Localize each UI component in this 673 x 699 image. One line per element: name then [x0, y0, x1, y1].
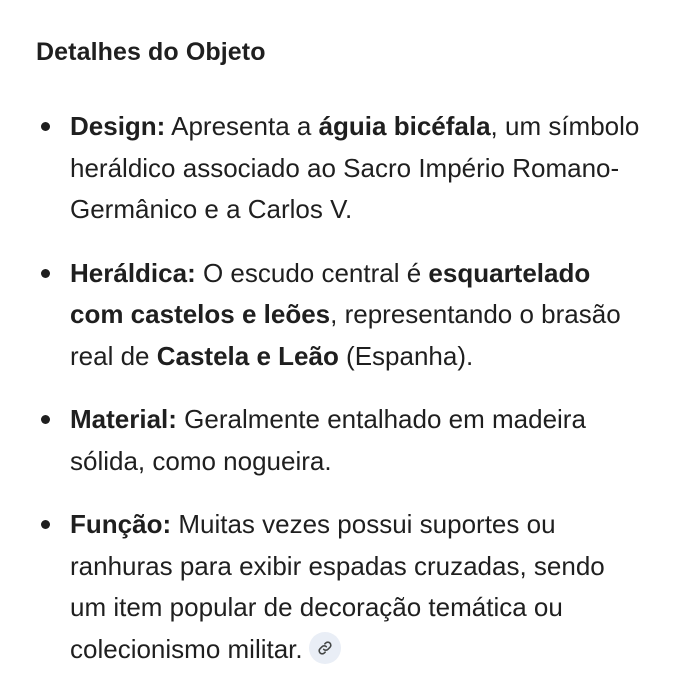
section-title: Detalhes do Objeto [36, 38, 266, 66]
list-item-material [36, 399, 646, 482]
item-label: Heráldica: [70, 257, 196, 288]
item-text: Geralmente entalhado em madeira sólida, como nogueira. [70, 404, 586, 476]
item-bold-text: esquartelado com castelos e leões [70, 257, 591, 329]
list-item-funcao [36, 504, 646, 670]
item-text: O escudo central é [195, 257, 429, 288]
source-link-button[interactable] [309, 632, 341, 664]
bullet-icon [41, 415, 50, 424]
item-bold-text: águia bicéfala [318, 111, 491, 141]
bullet-icon [41, 122, 50, 131]
item-text: Muitas vezes possui suportes ou ranhuras para exibir espadas cruzadas, sendo um item popular de decoração temática ou colecionismo militar. [70, 509, 605, 664]
link-icon [317, 640, 333, 656]
item-text: (Espanha). [338, 340, 474, 371]
item-label: Design: [70, 111, 166, 141]
item-text: , representando o brasão real de [70, 299, 621, 371]
list-item-heraldica [36, 253, 646, 378]
item-label: Material: [70, 404, 177, 434]
item-text: , um símbolo heráldico associado ao Sacro Império Romano-Germânico e a Carlos V. [70, 111, 640, 224]
item-text: Apresenta a [165, 111, 319, 141]
bullet-icon [41, 520, 50, 529]
bullet-icon [41, 269, 50, 278]
item-label: Função: [70, 509, 172, 539]
list-item-design [36, 106, 646, 231]
details-list [36, 106, 646, 670]
item-bold-text: Castela e Leão [156, 340, 339, 371]
